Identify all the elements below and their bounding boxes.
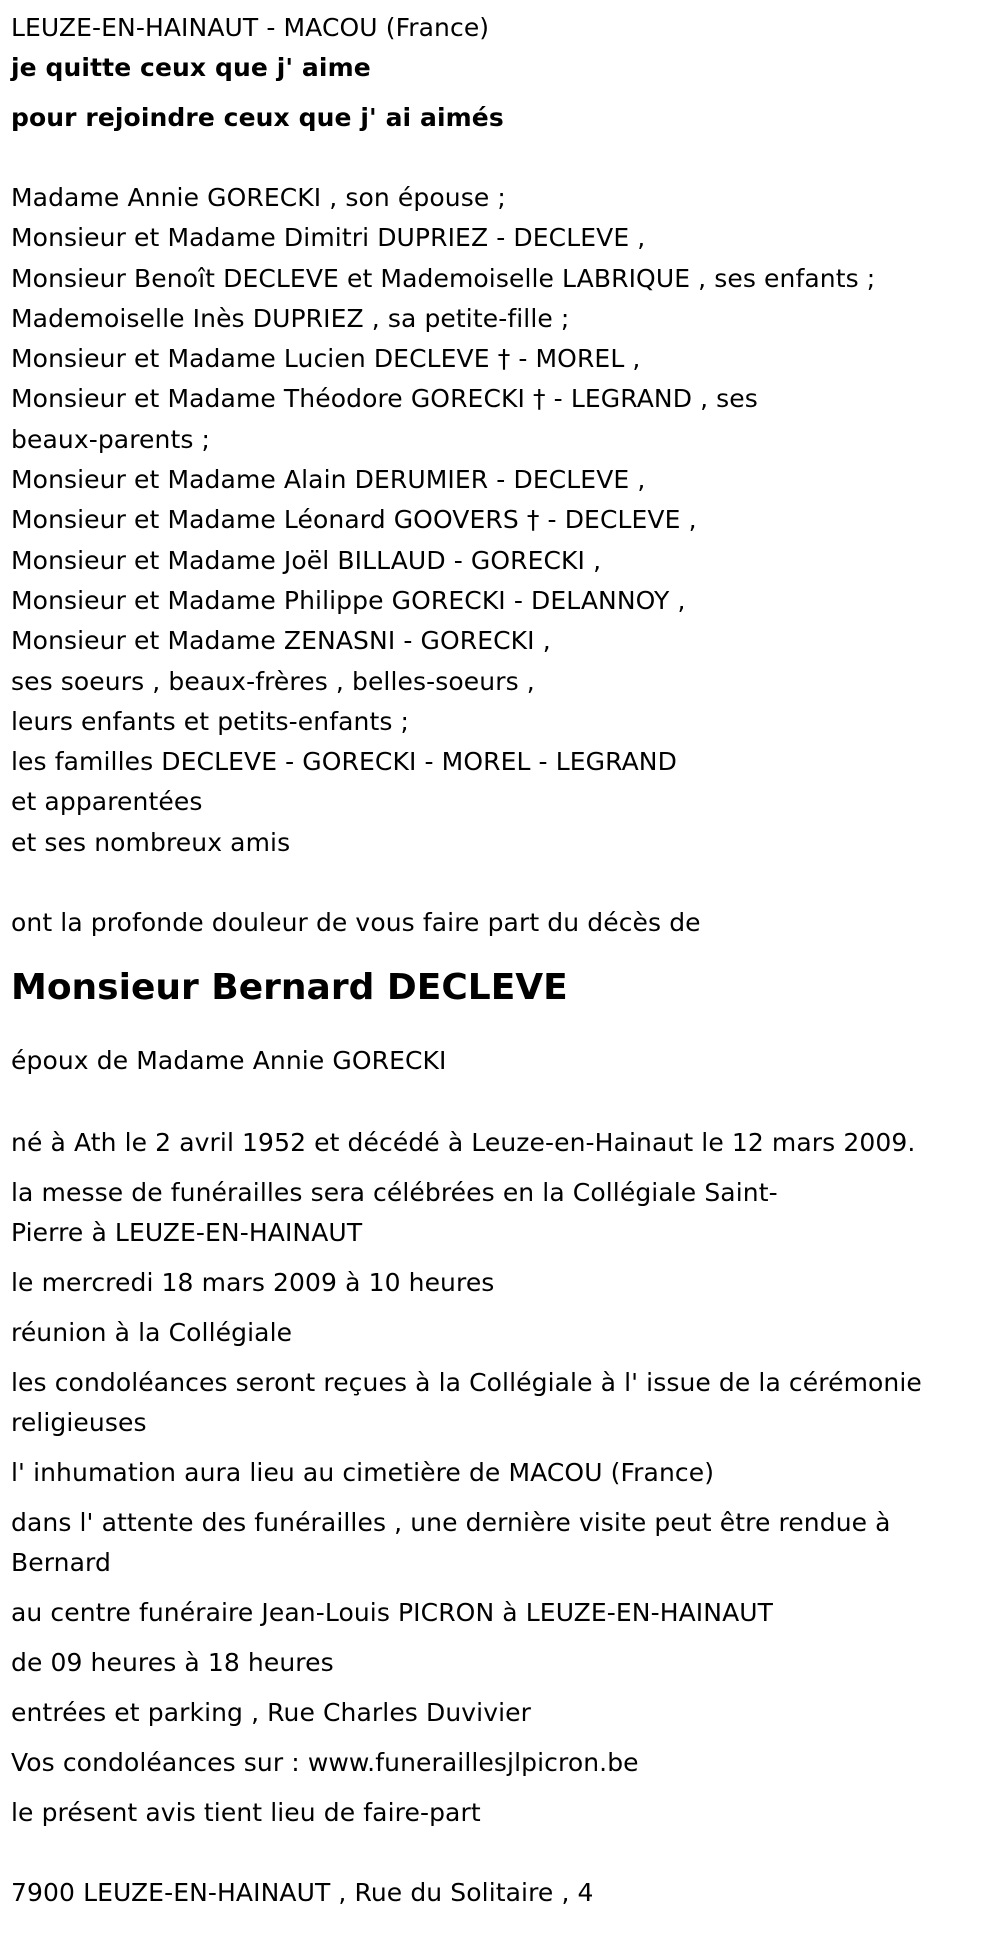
spacer [11, 863, 1000, 903]
detail-line: l' inhumation aura lieu au cimetière de MACOU (France) [11, 1458, 715, 1488]
family-member: Monsieur et Madame Théodore GORECKI † - LEGRAND , ses beaux-parents ; [11, 384, 758, 454]
announcement-text: ont la profonde douleur de vous faire part du décès de [11, 908, 701, 938]
family-member: ses soeurs , beaux-frères , belles-soeurs , [11, 666, 535, 696]
family-member: Monsieur et Madame ZENASNI - GORECKI , [11, 626, 551, 656]
detail-line: au centre funéraire Jean-Louis PICRON à LEUZE-EN-HAINAUT [11, 1598, 774, 1628]
family-member: leurs enfants et petits-enfants ; [11, 706, 410, 736]
quote-line-1: je quitte ceux que j' aime [11, 53, 371, 82]
family-member: Monsieur et Madame Alain DERUMIER - DECLEVE , [11, 465, 646, 495]
detail-line: le mercredi 18 mars 2009 à 10 heures [11, 1268, 495, 1298]
family-member: Monsieur Benoît DECLEVE et Mademoiselle LABRIQUE , ses enfants ; [11, 263, 876, 293]
spacer [11, 1843, 1000, 1873]
family-member: et ses nombreux amis [11, 827, 291, 857]
family-member: Monsieur et Madame Léonard GOOVERS † - DECLEVE , [11, 505, 697, 535]
family-member: Madame Annie GORECKI , son épouse ; [11, 183, 506, 212]
family-member: Monsieur et Madame Joël BILLAUD - GORECKI , [11, 545, 602, 575]
detail-line: le présent avis tient lieu de faire-part [11, 1798, 481, 1828]
header-location: LEUZE-EN-HAINAUT - MACOU (France) [11, 13, 490, 42]
family-member: Mademoiselle Inès DUPRIEZ , sa petite-fille ; [11, 303, 570, 333]
deceased-name: Monsieur Bernard DECLEVE [11, 967, 568, 1009]
detail-line: la messe de funérailles sera célébrées en la Collégiale Saint-Pierre à LEUZE-EN-HAINAUT [11, 1178, 778, 1248]
detail-line: né à Ath le 2 avril 1952 et décédé à Leuze-en-Hainaut le 12 mars 2009. [11, 1128, 916, 1158]
spacer [11, 1081, 1000, 1123]
deceased-spouse: époux de Madame Annie GORECKI [11, 1046, 447, 1076]
detail-line: Vos condoléances sur : www.funeraillesjlpicron.be [11, 1748, 639, 1778]
funeral-details [11, 1123, 1000, 1833]
detail-line: les condoléances seront reçues à la Collégiale à l' issue de la cérémonie religieuses [11, 1368, 922, 1438]
family-member: Monsieur et Madame Dimitri DUPRIEZ - DECLEVE , [11, 223, 646, 253]
detail-line: entrées et parking , Rue Charles Duvivier [11, 1698, 532, 1728]
address-line: 7900 LEUZE-EN-HAINAUT , Rue du Solitaire , 4 [11, 1878, 594, 1908]
spacer [11, 138, 1000, 178]
family-list [11, 178, 1000, 863]
family-member: les familles DECLEVE - GORECKI - MOREL - LEGRAND [11, 747, 677, 777]
detail-line: de 09 heures à 18 heures [11, 1648, 334, 1678]
family-member: Monsieur et Madame Lucien DECLEVE † - MOREL , [11, 344, 641, 374]
family-member: Monsieur et Madame Philippe GORECKI - DELANNOY , [11, 585, 686, 615]
detail-line: réunion à la Collégiale [11, 1318, 293, 1348]
detail-line: dans l' attente des funérailles , une dernière visite peut être rendue à Bernard [11, 1508, 891, 1578]
family-member: et apparentées [11, 787, 203, 817]
quote-line-2: pour rejoindre ceux que j' ai aimés [11, 103, 504, 132]
